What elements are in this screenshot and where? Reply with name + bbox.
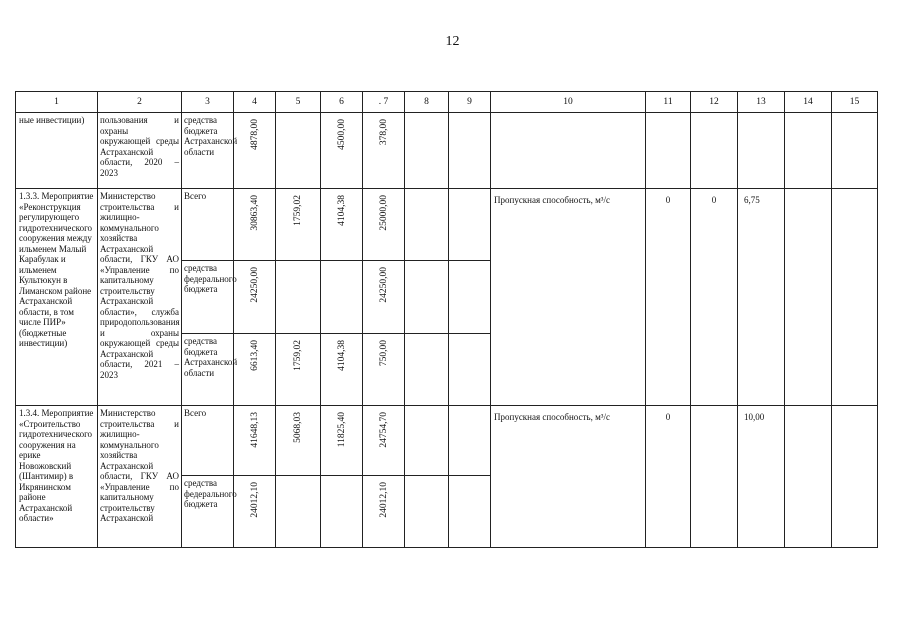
cell-year-6: 4104,38 xyxy=(321,189,363,261)
cell-source: средства бюджета Астраханской области xyxy=(182,113,234,189)
cell-empty xyxy=(405,113,449,189)
cell-total: 24012,10 xyxy=(234,476,276,548)
cell-event: 1.3.3. Мероприятие «Реконструкция регулирующего гидротехнического сооружения между ильменем Малый Карабулак и ильменем Культюкун в Лиманском районе Астраханской области, в том числе ПИР» (бюджетные инвестиции) xyxy=(16,189,98,406)
col-header-1: 1 xyxy=(16,92,98,113)
col-header-14: 14 xyxy=(785,92,832,113)
page-number: 12 xyxy=(445,34,460,49)
col-header-8: 8 xyxy=(405,92,449,113)
cell-source: Всего xyxy=(182,189,234,261)
cell-empty xyxy=(449,261,491,334)
cell-empty xyxy=(449,476,491,548)
cell-year-7: 24754,70 xyxy=(363,406,405,476)
cell-empty xyxy=(449,406,491,476)
cell-empty xyxy=(832,406,878,548)
cell-executor: Министерство строительства и жилищно-коммунального хозяйства Астраханской области, ГКУ АО «Управление по капитальному строительству Астраханской области», служба природопользования и охраны окружающей среды Астраханской области, 2021 – 2023 xyxy=(98,189,182,406)
cell-year-5 xyxy=(276,113,321,189)
cell-value-13: 6,75 xyxy=(738,189,785,406)
col-header-10: 10 xyxy=(491,92,646,113)
cell-year-7: 24012,10 xyxy=(363,476,405,548)
col-header-4: 4 xyxy=(234,92,276,113)
cell-year-5: 1759,02 xyxy=(276,189,321,261)
cell-empty xyxy=(405,189,449,261)
cell-value-12: 0 xyxy=(691,189,738,406)
cell-year-7: 24250,00 xyxy=(363,261,405,334)
cell-value-11: 0 xyxy=(646,189,691,406)
cell-total: 30863,40 xyxy=(234,189,276,261)
col-header-15: 15 xyxy=(832,92,878,113)
cell-value-12 xyxy=(691,406,738,548)
cell-empty xyxy=(785,113,832,189)
cell-event: ные инвестиции) xyxy=(16,113,98,189)
cell-empty xyxy=(405,261,449,334)
cell-empty xyxy=(738,113,785,189)
col-header-11: 11 xyxy=(646,92,691,113)
col-header-2: 2 xyxy=(98,92,182,113)
cell-empty xyxy=(832,189,878,406)
table-row xyxy=(16,113,878,189)
col-header-13: 13 xyxy=(738,92,785,113)
col-header-3: 3 xyxy=(182,92,234,113)
cell-empty xyxy=(405,334,449,406)
cell-value-11: 0 xyxy=(646,406,691,548)
cell-empty xyxy=(449,113,491,189)
table-row xyxy=(16,189,878,261)
col-header-7: . 7 xyxy=(363,92,405,113)
cell-empty xyxy=(785,189,832,406)
header-row xyxy=(16,92,878,113)
cell-empty xyxy=(646,113,691,189)
cell-value-13: 10,00 xyxy=(738,406,785,548)
cell-empty xyxy=(405,476,449,548)
cell-total: 24250,00 xyxy=(234,261,276,334)
cell-year-7: 750,00 xyxy=(363,334,405,406)
cell-source: Всего xyxy=(182,406,234,476)
cell-source: средства бюджета Астраханской области xyxy=(182,334,234,406)
cell-executor: Министерство строительства и жилищно-коммунального хозяйства Астраханской области, ГКУ АО «Управление по капитальному строительству Астраханской xyxy=(98,406,182,548)
cell-source: средства федерального бюджета xyxy=(182,261,234,334)
cell-year-5 xyxy=(276,476,321,548)
cell-year-7: 25000,00 xyxy=(363,189,405,261)
cell-year-6 xyxy=(321,476,363,548)
cell-year-7: 378,00 xyxy=(363,113,405,189)
cell-year-6: 4500,00 xyxy=(321,113,363,189)
program-table xyxy=(15,91,878,548)
col-header-12: 12 xyxy=(691,92,738,113)
cell-year-6: 4104,38 xyxy=(321,334,363,406)
cell-year-6: 11825,40 xyxy=(321,406,363,476)
cell-total: 4878,00 xyxy=(234,113,276,189)
cell-source: средства федерального бюджета xyxy=(182,476,234,548)
cell-indicator: Пропускная способность, м³/с xyxy=(491,406,646,548)
cell-year-6 xyxy=(321,261,363,334)
cell-executor: пользования и охраны окружающей среды Астраханской области, 2020 – 2023 xyxy=(98,113,182,189)
table-row xyxy=(16,406,878,476)
cell-year-5: 5068,03 xyxy=(276,406,321,476)
col-header-9: 9 xyxy=(449,92,491,113)
col-header-5: 5 xyxy=(276,92,321,113)
cell-empty xyxy=(449,334,491,406)
cell-total: 6613,40 xyxy=(234,334,276,406)
cell-total: 41648,13 xyxy=(234,406,276,476)
cell-indicator: Пропускная способность, м³/с xyxy=(491,189,646,406)
cell-event: 1.3.4. Мероприятие «Строительство гидротехнического сооружения на ерике Новожовский (Шантимир) в Икрянинском районе Астраханской области» xyxy=(16,406,98,548)
cell-year-5: 1759,02 xyxy=(276,334,321,406)
cell-empty xyxy=(491,113,646,189)
cell-empty xyxy=(405,406,449,476)
col-header-6: 6 xyxy=(321,92,363,113)
cell-year-5 xyxy=(276,261,321,334)
cell-empty xyxy=(691,113,738,189)
cell-empty xyxy=(785,406,832,548)
cell-empty xyxy=(449,189,491,261)
cell-empty xyxy=(832,113,878,189)
